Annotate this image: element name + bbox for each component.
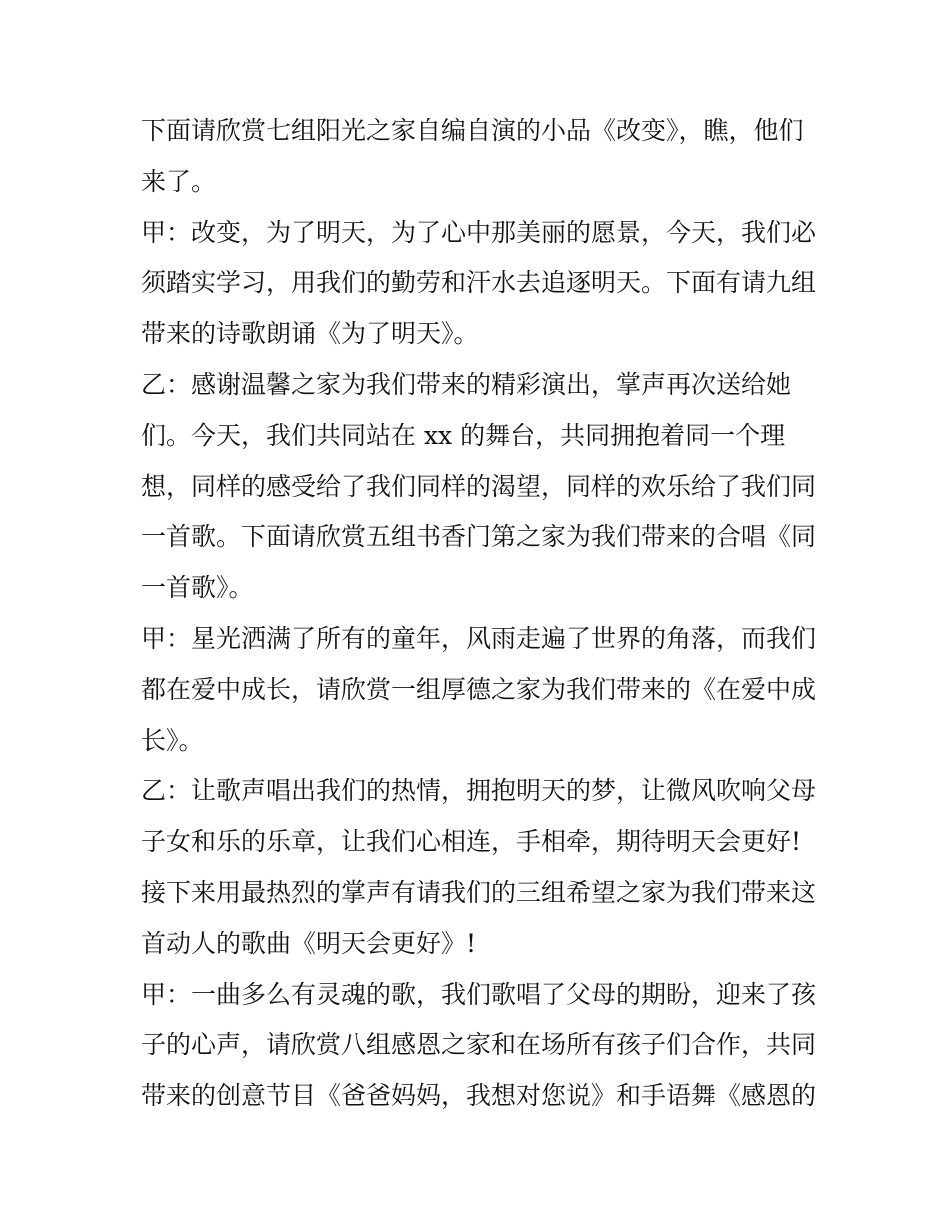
- text-line: 想，同样的感受给了我们同样的渴望，同样的欢乐给了我们同: [141, 471, 817, 501]
- text-line: 首动人的歌曲《明天会更好》!: [141, 928, 477, 958]
- document-body: [141, 106, 821, 1122]
- text-line: 都在爱中成长，请欣赏一组厚德之家为我们带来的《在爱中成: [141, 674, 817, 704]
- text-line: 子的心声，请欣赏八组感恩之家和在场所有孩子们合作，共同: [141, 1030, 817, 1060]
- text-line: 一首歌。下面请欣赏五组书香门第之家为我们带来的合唱《同: [141, 522, 817, 552]
- text-line: 们。今天，我们共同站在 xx 的舞台，共同拥抱着同一个理: [141, 420, 786, 450]
- text-line: 长》。: [141, 725, 204, 755]
- text-line: 接下来用最热烈的掌声有请我们的三组希望之家为我们带来这: [141, 877, 817, 907]
- text-line: 来了。: [141, 166, 217, 196]
- text-line: 甲：一曲多么有灵魂的歌，我们歌唱了父母的期盼，迎来了孩: [141, 979, 817, 1009]
- text-line: 甲：改变，为了明天，为了心中那美丽的愿景，今天，我们必: [141, 217, 817, 247]
- text-line: 带来的诗歌朗诵《为了明天》。: [141, 319, 479, 349]
- text-line: 下面请欣赏七组阳光之家自编自演的小品《改变》，瞧，他们: [141, 116, 804, 145]
- text-line: 须踏实学习，用我们的勤劳和汗水去追逐明天。下面有请九组: [141, 268, 817, 298]
- text-line: 乙：感谢温馨之家为我们带来的精彩演出，掌声再次送给她: [141, 369, 792, 399]
- text-line: 一首歌》。: [141, 573, 254, 603]
- text-line: 甲：星光洒满了所有的童年，风雨走遍了世界的角落，而我们: [141, 623, 817, 653]
- text-line: 乙：让歌声唱出我们的热情，拥抱明天的梦，让微风吹响父母: [141, 776, 817, 806]
- text-line: 子女和乐的乐章，让我们心相连，手相牵，期待明天会更好!: [141, 827, 802, 857]
- text-line: 带来的创意节目《爸爸妈妈，我想对您说》和手语舞《感恩的: [141, 1081, 817, 1111]
